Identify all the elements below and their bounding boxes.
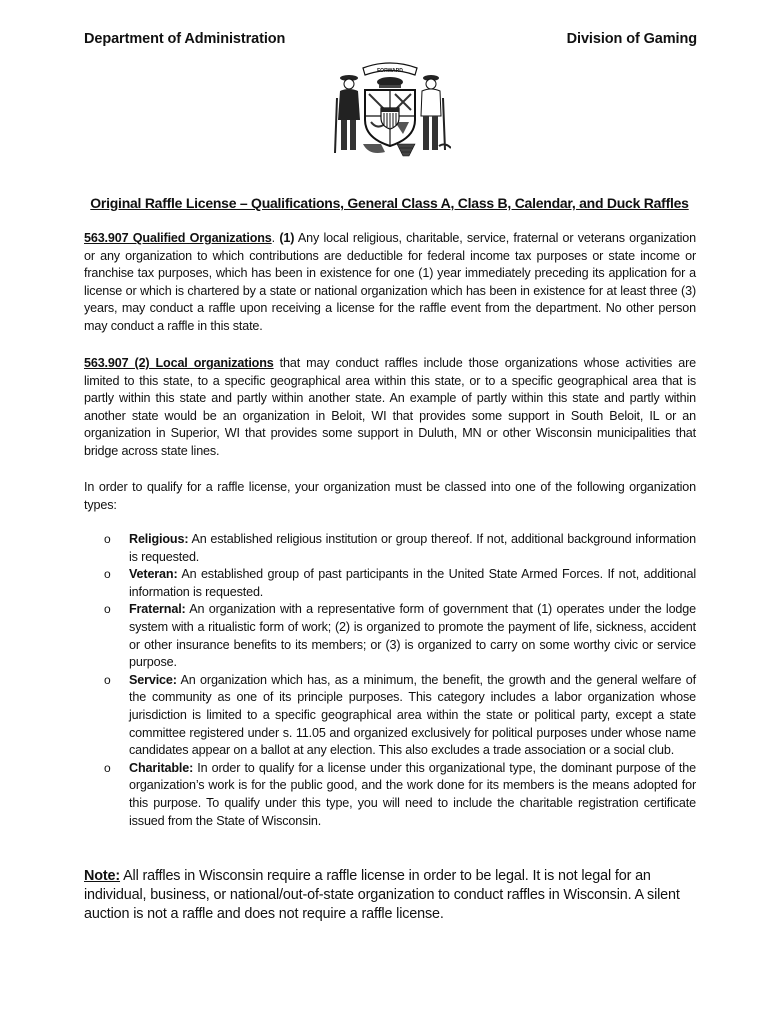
org-types-intro: In order to qualify for a raffle license, your organization must be classed into one of the following organization types: [84,480,696,512]
org-type-label: Charitable: [129,760,194,775]
section-qualified-organizations [84,230,696,336]
section1-text: Any local religious, charitable, service, fraternal or veterans organization or any organization to which contributions are deductible for federal income tax purposes or state income or franchise tax purposes, which has been in existence for one (1) year immediately preceding its application for a license or which is chartered by a state or national organization which has been in existence for at least three (3) years, may conduct a raffle upon receiving a license for the raffle event from the department. No other person may conduct a raffle in this state. [84,231,696,333]
header-division: Division of Gaming [566,31,697,47]
org-type-label: Service: [129,672,177,687]
bullet-icon: o [104,760,111,775]
bullet-icon: o [104,672,111,687]
list-item-charitable [104,760,696,830]
org-type-description: In order to qualify for a license under this organizational type, the dominant purpose of the organization’s work is for the public good, and the work done for its members is the means adopted for this purpose. To qualify under this type, you will need to include the charitable registration certificate issued from the State of Wisconsin. [129,760,696,828]
list-item-service [104,672,696,760]
header-department: Department of Administration [84,31,286,47]
section-local-organizations [84,355,696,461]
note-text: All raffles in Wisconsin require a raffle license in order to be legal. It is not legal for an individual, business, or national/out-of-state organization to conduct raffles in Wisconsin. A silent auction is not a raffle and does not require a raffle license. [84,868,680,922]
list-item-veteran [104,566,696,601]
section1-punct: . [271,231,280,245]
seal-motto: FORWARD [377,68,403,74]
org-types-list [104,531,696,830]
section2-text: that may conduct raffles include those organizations whose activities are limited to this state, to a specific geographical area within this state, or to a specific geographical area that is partly within this state and partly within another state. An example of partly within this state and partly within another state would be an organization in Beloit, WI that provides some support in South Beloit, IL or an organization in Superior, WI that provides some support in Duluth, MN or other Wisconsin municipalities that bridge across state lines. [84,356,696,458]
org-type-label: Fraternal: [129,602,186,617]
org-type-description: An organization which has, as a minimum, the benefit, the growth and the general welfare of the community as one of its principle purposes. This category includes a labor organization whose jurisdiction is limited to a specific geographical area within the state or political party, except a state committee registered under s. 11.05 and organized exclusively for political purposes under whose name candidates appear on a ballot at any election. This also excludes a trade association or a social club. [129,672,696,758]
bullet-icon: o [104,602,111,617]
bullet-icon: o [104,532,111,546]
note-paragraph [84,867,694,924]
bullet-icon: o [104,567,111,582]
org-type-description: An established group of past participants in the United State Armed Forces. If not, additional information is requested. [129,567,696,599]
org-type-label: Veteran: [129,567,178,582]
note-label: Note: [84,868,121,884]
state-seal-icon [329,58,451,160]
org-type-description: An organization with a representative form of government that (1) operates under the lodge system with a ritualistic form of work; (2) is organized to promote the payment of life, sickness, accident or other insurance benefits to its members; or (3) is organized to carry on some worthy civic or service purpose. [129,602,696,670]
org-type-label: Religious: [129,532,189,546]
document-title: Original Raffle License – Qualifications, General Class A, Class B, Calendar, and Duck Raffles [90,195,689,211]
org-type-description: An established religious institution or group thereof. If not, additional background information is requested. [129,532,696,564]
section1-subsection: (1) [279,231,295,245]
section1-heading: 563.907 Qualified Organizations [84,231,272,245]
list-item-fraternal [104,601,696,671]
section2-heading: 563.907 (2) Local organizations [84,356,274,370]
list-item-religious [104,531,696,566]
